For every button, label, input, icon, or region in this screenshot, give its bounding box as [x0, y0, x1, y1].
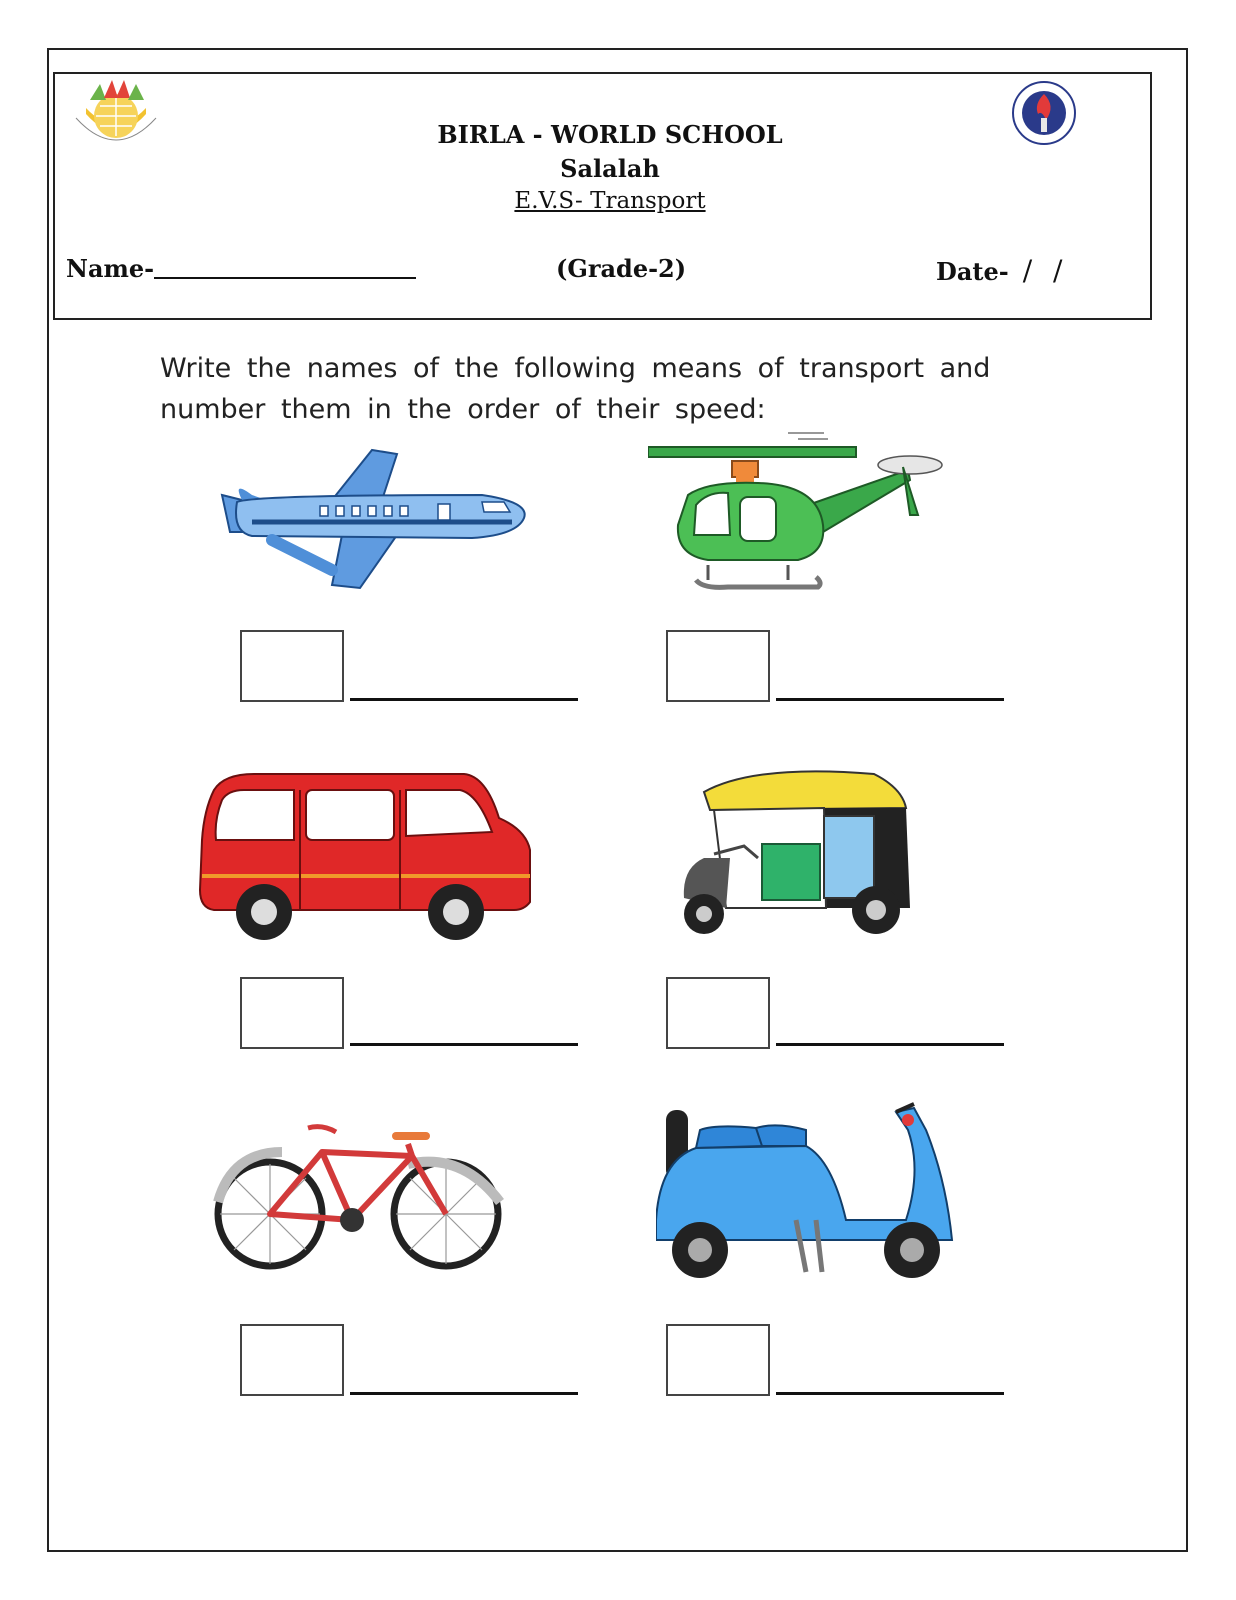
school-name: BIRLA - WORLD SCHOOL	[437, 120, 783, 149]
grade-label: (Grade-2)	[556, 254, 687, 283]
name-line-scooter[interactable]	[776, 1392, 1004, 1395]
rank-box-bicycle[interactable]	[240, 1324, 344, 1396]
bicycle-icon	[212, 1122, 510, 1270]
instructions: Write the names of the following means of transport and number them in the order of their speed:	[160, 353, 991, 425]
name-label: Name-	[66, 254, 155, 283]
rank-box-aeroplane[interactable]	[240, 630, 344, 702]
airplane-icon	[212, 440, 532, 590]
birla-public-school-emblem-icon	[998, 80, 1090, 146]
helicopter-icon	[648, 425, 943, 595]
name-line-bicycle[interactable]	[350, 1392, 578, 1395]
rank-box-auto-rickshaw[interactable]	[666, 977, 770, 1049]
name-line-aeroplane[interactable]	[350, 698, 578, 701]
van-icon	[194, 770, 534, 945]
date-field	[936, 254, 1068, 287]
scooter-icon	[656, 1100, 956, 1284]
school-city: Salalah	[560, 154, 660, 183]
auto-rickshaw-icon	[674, 768, 914, 940]
school-logo-icon	[66, 78, 166, 150]
date-label: Date-	[936, 257, 1009, 286]
rank-box-helicopter[interactable]	[666, 630, 770, 702]
name-field	[66, 254, 416, 283]
name-blank[interactable]	[154, 255, 416, 279]
name-line-helicopter[interactable]	[776, 698, 1004, 701]
rank-box-scooter[interactable]	[666, 1324, 770, 1396]
rank-box-van[interactable]	[240, 977, 344, 1049]
worksheet-subject: E.V.S- Transport	[514, 188, 706, 214]
name-line-van[interactable]	[350, 1043, 578, 1046]
name-line-auto-rickshaw[interactable]	[776, 1043, 1004, 1046]
date-blank[interactable]: / /	[1022, 254, 1069, 287]
